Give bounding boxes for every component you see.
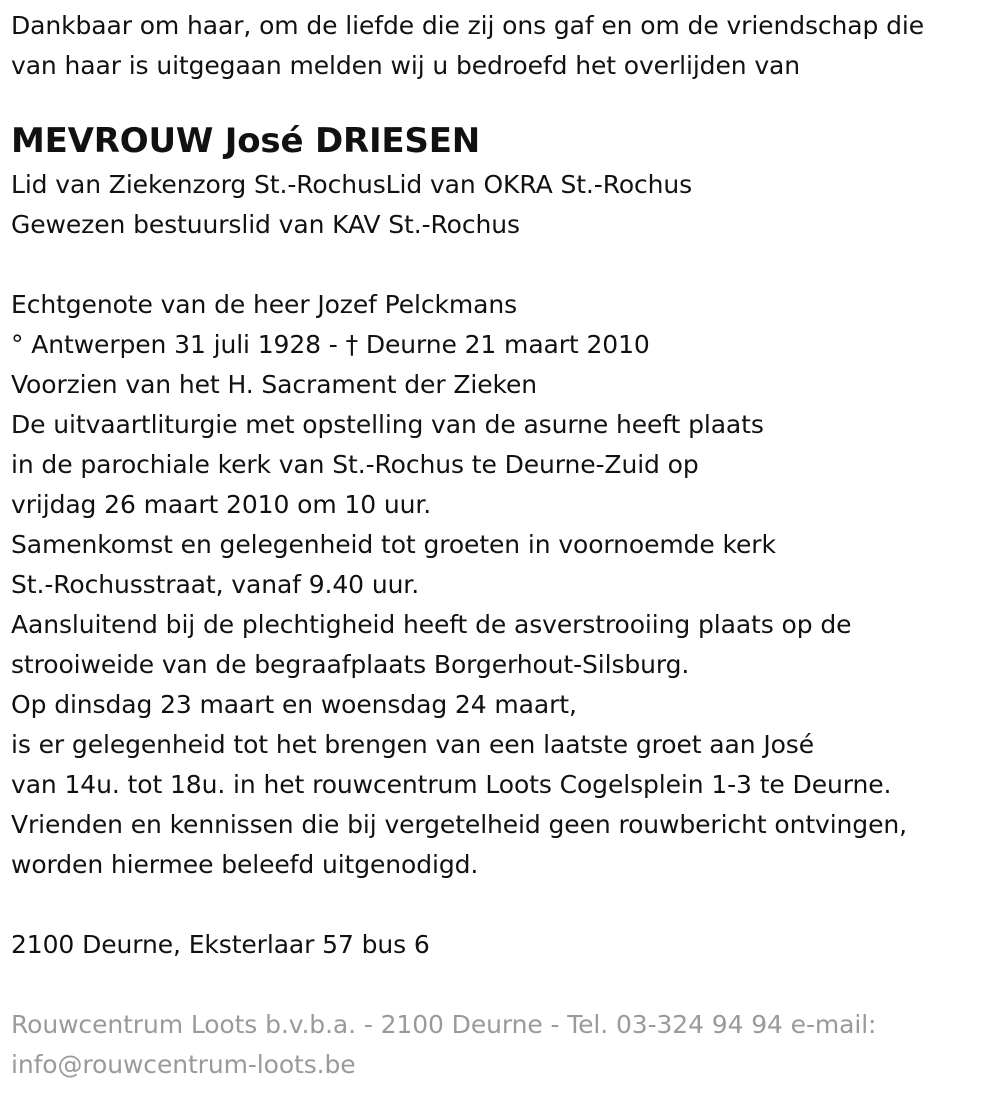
detail-line: Op dinsdag 23 maart en woensdag 24 maart, xyxy=(11,690,577,719)
spacer xyxy=(11,885,991,925)
membership-line: Gewezen bestuurslid van KAV St.-Rochus xyxy=(11,210,520,239)
detail-line: Voorzien van het H. Sacrament der Zieken xyxy=(11,370,538,399)
family-address: 2100 Deurne, Eksterlaar 57 bus 6 xyxy=(11,930,430,959)
footer-email[interactable]: info@rouwcentrum-loots.be xyxy=(11,1050,356,1079)
intro-line: van haar is uitgegaan melden wij u bedroefd het overlijden van xyxy=(11,51,800,80)
footer-line: Rouwcentrum Loots b.v.b.a. - 2100 Deurne - Tel. 03-324 94 94 e-mail: xyxy=(11,1010,877,1039)
spacer xyxy=(11,245,991,285)
memberships xyxy=(11,165,991,245)
detail-line: strooiweide van de begraafplaats Borgerhout-Silsburg. xyxy=(11,650,690,679)
detail-line: Samenkomst en gelegenheid tot groeten in voornoemde kerk xyxy=(11,530,776,559)
intro-text xyxy=(11,6,991,86)
obituary-notice xyxy=(11,6,991,1085)
detail-line: vrijdag 26 maart 2010 om 10 uur. xyxy=(11,490,432,519)
detail-line: Vrienden en kennissen die bij vergetelheid geen rouwbericht ontvingen, xyxy=(11,810,907,839)
detail-line: is er gelegenheid tot het brengen van een laatste groet aan José xyxy=(11,730,814,759)
detail-line: Aansluitend bij de plechtigheid heeft de asverstrooiing plaats op de xyxy=(11,610,852,639)
details xyxy=(11,285,991,885)
detail-line: St.-Rochusstraat, vanaf 9.40 uur. xyxy=(11,570,420,599)
intro-line: Dankbaar om haar, om de liefde die zij ons gaf en om de vriendschap die xyxy=(11,11,925,40)
deceased-name: MEVROUW José DRIESEN xyxy=(11,121,480,161)
detail-line: van 14u. tot 18u. in het rouwcentrum Loots Cogelsplein 1-3 te Deurne. xyxy=(11,770,892,799)
detail-line: Echtgenote van de heer Jozef Pelckmans xyxy=(11,290,518,319)
detail-line: worden hiermee beleefd uitgenodigd. xyxy=(11,850,479,879)
membership-line: Lid van Ziekenzorg St.-RochusLid van OKRA St.-Rochus xyxy=(11,170,693,199)
detail-line: in de parochiale kerk van St.-Rochus te Deurne-Zuid op xyxy=(11,450,699,479)
detail-line: De uitvaartliturgie met opstelling van de asurne heeft plaats xyxy=(11,410,764,439)
funeral-home-footer xyxy=(11,1005,991,1085)
detail-line: ° Antwerpen 31 juli 1928 - † Deurne 21 maart 2010 xyxy=(11,330,650,359)
